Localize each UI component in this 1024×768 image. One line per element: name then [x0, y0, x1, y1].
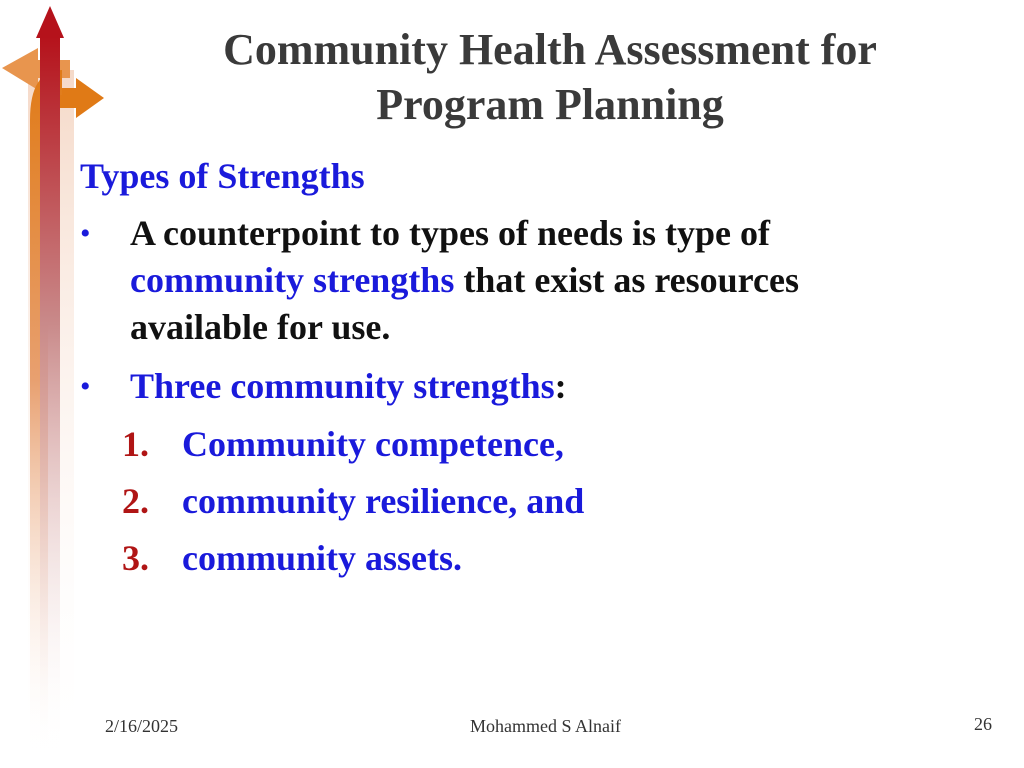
footer-date: 2/16/2025: [105, 716, 179, 736]
bullet-text-part: A counterpoint to types of needs is type of: [130, 213, 770, 253]
page-number: 26: [974, 714, 992, 734]
up-arrow-icon: [36, 6, 64, 38]
item-text: Community competence,: [182, 424, 564, 464]
item-text: community resilience, and: [182, 481, 585, 521]
bullet-text: [130, 363, 930, 410]
bullet-text-part: :: [554, 366, 567, 406]
bullet-marker: •: [80, 370, 91, 403]
section-heading: Types of Strengths: [80, 156, 365, 196]
item-number: 2.: [122, 481, 149, 521]
item-number: 1.: [122, 424, 149, 464]
bullet-text-highlight: Three community strengths: [130, 366, 555, 406]
red-shaft: [40, 36, 60, 756]
slide-title: [150, 22, 950, 132]
bullet-text: [130, 210, 930, 351]
item-text: community assets.: [182, 538, 462, 578]
bullet-text-highlight: community strengths: [130, 260, 455, 300]
title-line-1: Community Health Assessment for: [223, 25, 877, 74]
bullet-marker: •: [80, 217, 91, 250]
footer-author: Mohammed S Alnaif: [470, 716, 621, 736]
bullet-text-part: that exist as resources available for use.: [130, 260, 799, 347]
item-number: 3.: [122, 538, 149, 578]
arrow-decoration: [0, 0, 110, 768]
title-line-2: Program Planning: [376, 80, 724, 129]
